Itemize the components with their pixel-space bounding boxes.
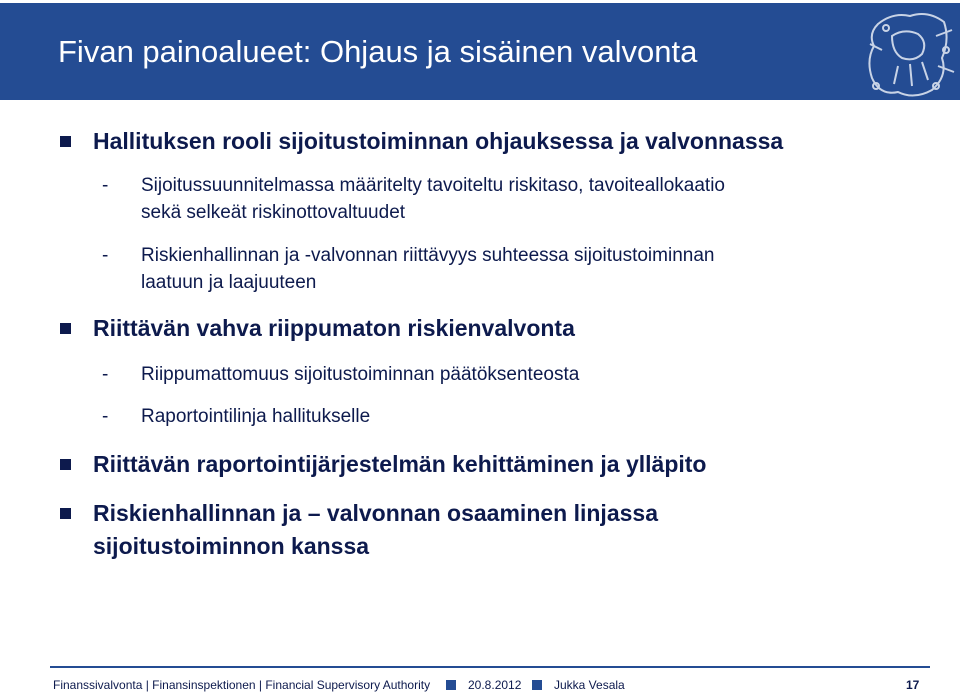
bullet-text: Riittävän raportointijärjestelmän kehittäminen ja ylläpito [93, 451, 707, 477]
page-number: 17 [906, 678, 920, 692]
title-bar [0, 3, 960, 100]
sub-bullet-text: Sijoitussuunnitelmassa määritelty tavoiteltu riskitaso, tavoiteallokaatio [141, 175, 725, 196]
bullet-text: Hallituksen rooli sijoitustoiminnan ohjauksessa ja valvonnassa [93, 128, 784, 154]
footer-divider [50, 666, 930, 668]
lion-crest-icon [858, 6, 960, 103]
sub-bullet-text: Riippumattomuus sijoitustoiminnan päätöksenteosta [141, 364, 580, 385]
footer-author: Jukka Vesala [554, 678, 625, 692]
square-separator-icon [532, 680, 542, 690]
dash-marker: - [102, 364, 109, 385]
footer-date: 20.8.2012 [468, 678, 522, 692]
square-bullet-icon [60, 508, 71, 519]
dash-marker: - [102, 245, 109, 266]
square-bullet-icon [60, 459, 71, 470]
footer [0, 675, 960, 695]
sub-bullet-text: Raportointilinja hallitukselle [141, 406, 371, 427]
dash-marker: - [102, 406, 109, 427]
square-bullet-icon [60, 323, 71, 334]
slide-title: Fivan painoalueet: Ohjaus ja sisäinen valvonta [58, 34, 698, 69]
footer-organization: Finanssivalvonta | Finansinspektionen | Financial Supervisory Authority [53, 678, 431, 692]
bullet-text: Riskienhallinnan ja – valvonnan osaaminen linjassa [93, 500, 658, 526]
sub-bullet-text: Riskienhallinnan ja -valvonnan riittävyys suhteessa sijoitustoiminnan [141, 245, 715, 266]
dash-marker: - [102, 175, 109, 196]
sub-bullet-text: laatuun ja laajuuteen [141, 272, 317, 293]
bullet-text: sijoitustoiminnon kanssa [93, 533, 370, 559]
bullet-text: Riittävän vahva riippumaton riskienvalvonta [93, 315, 575, 341]
square-bullet-icon [60, 136, 71, 147]
sub-bullet-text: sekä selkeät riskinottovaltuudet [141, 202, 406, 223]
square-separator-icon [446, 680, 456, 690]
